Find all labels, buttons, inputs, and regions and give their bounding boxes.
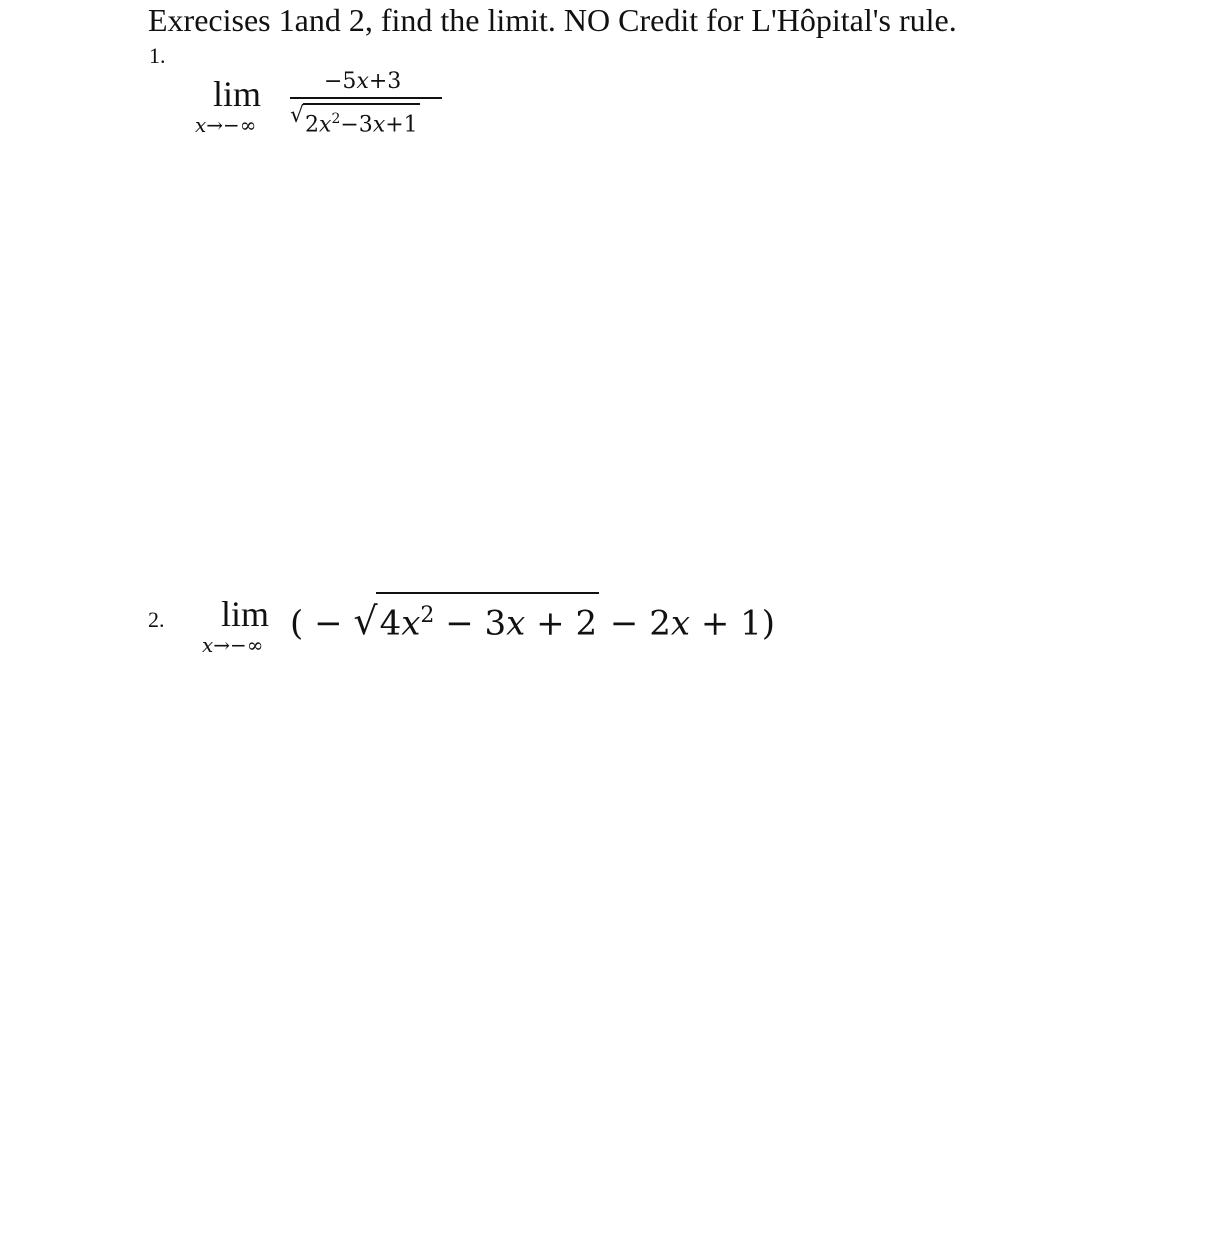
radical-sign: √: [353, 599, 378, 644]
exercise-2-number: 2.: [148, 607, 165, 632]
radical-sign: √: [290, 103, 305, 128]
exercise-1-lim: lim: [213, 74, 262, 114]
exercise-1-radicand: $2x^2-3x+1$: [303, 103, 420, 138]
exercise-2-lim: lim: [221, 594, 270, 634]
exercise-1-fraction-bar: [290, 97, 442, 99]
exercise-1-numerator: −5x+3: [324, 69, 402, 94]
exercise-2-limit-subscript: x→−∞: [202, 633, 264, 657]
exercise-2-expression: ( − $√4x^2 - 3x + 2 - 2x + 1$): [290, 592, 775, 645]
instructions-heading: Exrecises 1and 2, find the limit. NO Credit for L'Hôpital's rule.: [148, 2, 957, 38]
exercise-1-number: 1.: [149, 43, 166, 68]
exercise-1-limit-subscript: x→−∞: [195, 113, 257, 137]
exercise-2-radicand: $4x^2 - 3x + 2$: [376, 592, 600, 645]
exercise-1-denominator: [290, 103, 420, 138]
